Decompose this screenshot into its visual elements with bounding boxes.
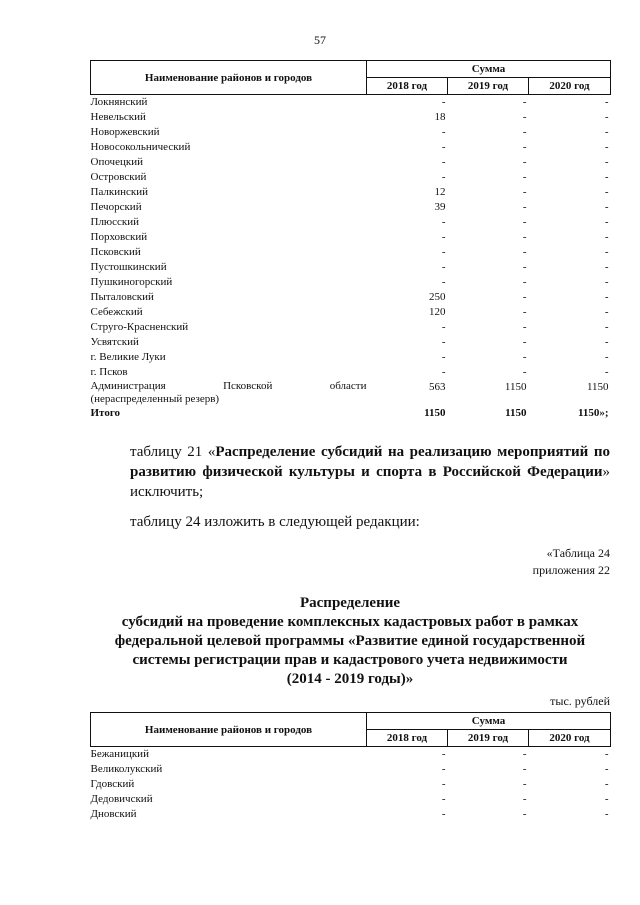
district-name (91, 380, 367, 406)
table-row (91, 365, 611, 380)
admin-name-word: области (329, 380, 367, 392)
paragraph-table-24 (90, 512, 610, 532)
district-name: Усвятский (90, 336, 139, 348)
value-2018: - (441, 748, 446, 760)
table-row (91, 200, 611, 215)
value-2019: - (522, 141, 527, 153)
table-heading (60, 594, 640, 689)
heading-line-5: (2014 - 2019 годы)» (286, 671, 414, 687)
value-2020: - (604, 141, 609, 153)
district-name: Пыталовский (90, 291, 154, 303)
table-note-line-2: приложения 22 (532, 563, 610, 577)
table-row-administration (91, 380, 611, 406)
table-row (91, 170, 611, 185)
value-2018: 39 (434, 201, 446, 213)
column-header-name: Наименование районов и городов (91, 61, 367, 95)
value-2019: - (522, 246, 527, 258)
value-2020: - (604, 126, 609, 138)
table-row-total (91, 406, 611, 421)
value-2020: - (604, 778, 609, 790)
value-2020: - (604, 156, 609, 168)
admin-name-word: Администрация (90, 380, 166, 392)
value-2019: - (522, 276, 527, 288)
column-header-2019: 2019 год (448, 730, 529, 747)
value-2018: - (441, 126, 446, 138)
value-2019: - (522, 156, 527, 168)
district-name: Гдовский (90, 778, 135, 790)
paragraph-1-prefix: таблицу 21 « (130, 444, 216, 460)
value-2020: - (604, 231, 609, 243)
subsidy-table-continued (90, 60, 611, 421)
district-name: г. Великие Луки (90, 351, 166, 363)
table-row (91, 155, 611, 170)
column-header-name: Наименование районов и городов (91, 713, 367, 747)
value-2020: - (604, 276, 609, 288)
value-2018: 120 (429, 306, 446, 318)
district-name: Опочецкий (90, 156, 143, 168)
district-name: Бежаницкий (90, 748, 149, 760)
district-name: Локнянский (90, 96, 148, 108)
value-2018: - (441, 336, 446, 348)
value-2019: - (522, 201, 527, 213)
value-2019: - (522, 366, 527, 378)
heading-line-4: системы регистрации прав и кадастрового учета недвижимости (132, 652, 568, 668)
total-2019: 1150 (505, 407, 527, 419)
total-2020: 1150»; (577, 407, 609, 419)
table-row (91, 777, 611, 792)
units-label: тыс. рублей (550, 694, 610, 708)
value-2020: - (604, 306, 609, 318)
table-row (91, 95, 611, 111)
table-row (91, 747, 611, 763)
district-name: Островский (90, 171, 147, 183)
district-name: Дновский (90, 808, 137, 820)
value-2018: 12 (434, 186, 446, 198)
value-2020: - (604, 336, 609, 348)
district-name: Новоржевский (90, 126, 160, 138)
table-row (91, 215, 611, 230)
value-2020: - (604, 366, 609, 378)
value-2019: - (522, 171, 527, 183)
value-2020: 1150 (586, 381, 609, 393)
district-name: Себежский (90, 306, 143, 318)
admin-name-line-2: (нераспределенный резерв) (90, 393, 220, 405)
value-2018: - (441, 351, 446, 363)
value-2019: - (522, 351, 527, 363)
column-header-2018: 2018 год (367, 78, 448, 95)
column-header-2020: 2020 год (529, 730, 611, 747)
value-2019: - (522, 763, 527, 775)
value-2018: 563 (429, 381, 446, 393)
table-row (91, 792, 611, 807)
heading-line-2: субсидий на проведение комплексных кадастровых работ в рамках (121, 614, 579, 630)
value-2019: - (522, 126, 527, 138)
paragraph-table-21 (90, 442, 610, 502)
value-2019: - (522, 808, 527, 820)
table-row (91, 350, 611, 365)
total-2018: 1150 (424, 407, 446, 419)
value-2018: - (441, 171, 446, 183)
table-row (91, 110, 611, 125)
column-header-sum: Сумма (367, 713, 611, 730)
district-name: Пустошкинский (90, 261, 167, 273)
district-name: Струго-Красненский (90, 321, 189, 333)
value-2020: - (604, 246, 609, 258)
paragraph-1-bold: Распределение субсидий на реализацию мероприятий по развитию физической культуры и спорта в Российской Федерации (130, 444, 611, 480)
value-2018: - (441, 261, 446, 273)
district-name: Новосокольнический (90, 141, 191, 153)
value-2020: - (604, 201, 609, 213)
column-header-2018: 2018 год (367, 730, 448, 747)
value-2019: - (522, 336, 527, 348)
value-2019: - (522, 291, 527, 303)
district-name: Порховский (90, 231, 148, 243)
district-name: Палкинский (90, 186, 149, 198)
value-2019: - (522, 793, 527, 805)
value-2018: - (441, 763, 446, 775)
value-2019: - (522, 778, 527, 790)
paragraph-1-suffix: » исключить; (130, 464, 610, 500)
table-row (91, 320, 611, 335)
heading-line-1: Распределение (299, 595, 401, 611)
district-name: Великолукский (90, 763, 163, 775)
value-2019: - (522, 748, 527, 760)
value-2018: - (441, 156, 446, 168)
table-row (91, 260, 611, 275)
district-name: Невельский (90, 111, 146, 123)
value-2018: - (441, 321, 446, 333)
table-row (91, 290, 611, 305)
column-header-sum: Сумма (367, 61, 611, 78)
value-2020: - (604, 111, 609, 123)
value-2019: - (522, 261, 527, 273)
value-2019: - (522, 96, 527, 108)
district-name: Пушкиногорский (90, 276, 173, 288)
value-2018: - (441, 216, 446, 228)
value-2018: 18 (434, 111, 446, 123)
table-row (91, 305, 611, 320)
district-name: Псковский (90, 246, 141, 258)
table-note-line-1: «Таблица 24 (546, 546, 610, 560)
admin-name-line-1 (91, 380, 367, 393)
table-row (91, 230, 611, 245)
value-2019: - (522, 186, 527, 198)
value-2019: - (522, 111, 527, 123)
total-label: Итого (90, 407, 121, 419)
column-header-2020: 2020 год (529, 78, 611, 95)
value-2020: - (604, 793, 609, 805)
table-row (91, 140, 611, 155)
value-2018: - (441, 793, 446, 805)
heading-line-3: федеральной целевой программы «Развитие единой государственной (114, 633, 586, 649)
value-2020: - (604, 216, 609, 228)
column-header-2019: 2019 год (448, 78, 529, 95)
value-2020: - (604, 808, 609, 820)
district-name: Печорский (90, 201, 142, 213)
value-2018: - (441, 778, 446, 790)
value-2019: - (522, 306, 527, 318)
value-2020: - (604, 291, 609, 303)
value-2018: - (441, 141, 446, 153)
table-row (91, 762, 611, 777)
value-2019: 1150 (504, 381, 527, 393)
value-2020: - (604, 186, 609, 198)
value-2018: - (441, 808, 446, 820)
value-2018: - (441, 366, 446, 378)
value-2020: - (604, 321, 609, 333)
table-row (91, 125, 611, 140)
page-number: 57 (314, 33, 326, 47)
value-2018: - (441, 96, 446, 108)
table-row (91, 275, 611, 290)
table-note (533, 545, 610, 579)
district-name: г. Псков (90, 366, 128, 378)
value-2018: 250 (429, 291, 446, 303)
admin-name-word: Псковской (223, 380, 273, 392)
paragraph-2-text: таблицу 24 изложить в следующей редакции: (130, 514, 420, 530)
value-2020: - (604, 96, 609, 108)
value-2018: - (441, 246, 446, 258)
district-name: Плюсский (90, 216, 140, 228)
table-row (91, 245, 611, 260)
value-2019: - (522, 216, 527, 228)
value-2020: - (604, 171, 609, 183)
subsidy-table-cadastral (90, 712, 611, 822)
district-name: Дедовичский (90, 793, 153, 805)
value-2019: - (522, 321, 527, 333)
value-2020: - (604, 351, 609, 363)
table-row (91, 335, 611, 350)
value-2018: - (441, 231, 446, 243)
value-2020: - (604, 261, 609, 273)
value-2020: - (604, 748, 609, 760)
value-2018: - (441, 276, 446, 288)
value-2019: - (522, 231, 527, 243)
value-2020: - (604, 763, 609, 775)
table-row (91, 185, 611, 200)
table-row (91, 807, 611, 822)
